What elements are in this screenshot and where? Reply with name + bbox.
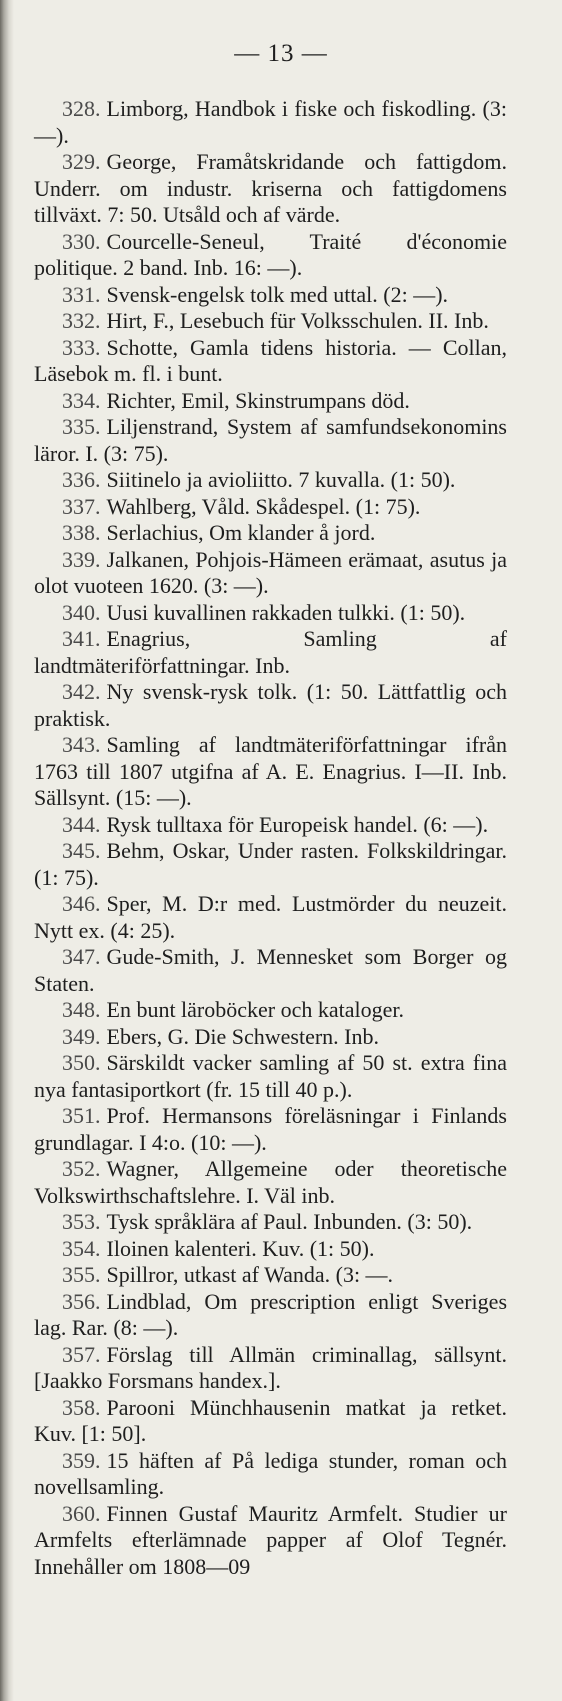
entry-text: Iloinen kalenteri. Kuv. (1: 50).: [106, 1235, 375, 1261]
catalog-entry: [34, 812, 507, 839]
catalog-entry: [34, 547, 507, 600]
entry-text: Sper, M. D:r med. Lustmörder du neuzeit. Nytt ex. (4: 25).: [34, 891, 507, 943]
entry-text: Wahlberg, Våld. Skådespel. (1: 75).: [106, 493, 421, 519]
entry-text: Samling af landtmäteriförfattningar ifrån 1763 till 1807 utgifna af A. E. Enagrius. I—II. Inb. Sällsynt. (15: —).: [34, 732, 507, 810]
entry-number: 347.: [62, 944, 101, 969]
page-number: — 13 —: [234, 40, 328, 67]
catalog-entry: [34, 1050, 507, 1103]
catalog-entry: [34, 494, 507, 521]
entry-number: 356.: [62, 1288, 101, 1314]
entry-number: 345.: [62, 838, 101, 863]
entry-text: Hirt, F., Lesebuch für Volksschulen. II. Inb.: [106, 308, 489, 333]
binding-gutter-shadow: [0, 0, 14, 1701]
catalog-entry: [34, 626, 507, 679]
entry-number: 350.: [62, 1050, 101, 1075]
entry-number: 333.: [62, 334, 101, 360]
entry-number: 348.: [62, 997, 101, 1022]
catalog-entry: [34, 96, 507, 149]
entry-text: Ny svensk-rysk tolk. (1: 50. Lättfattlig och praktisk.: [34, 679, 507, 731]
catalog-entry: [34, 1236, 507, 1263]
entry-text: Spillror, utkast af Wanda. (3: —.: [106, 1262, 394, 1287]
catalog-entry: [34, 1289, 507, 1342]
entry-text: Gude-Smith, J. Mennesket som Borger og Staten.: [34, 944, 507, 996]
entry-number: 346.: [62, 891, 101, 916]
entry-text: Ebers, G. Die Schwestern. Inb.: [106, 1023, 379, 1049]
catalog-entry: [34, 1448, 507, 1501]
catalog-entry: [34, 891, 507, 944]
entry-text: Tysk språklära af Paul. Inbunden. (3: 50).: [106, 1209, 473, 1234]
entry-text: Finnen Gustaf Mauritz Armfelt. Studier ur Armfelts efterlämnade papper af Olof Tegnér. Innehåller om 1808—09: [34, 1500, 507, 1579]
entry-text: Enagrius, Samling af landtmäteriförfattningar. Inb.: [34, 626, 507, 678]
entry-number: 332.: [62, 308, 101, 333]
entry-number: 351.: [62, 1103, 101, 1128]
entry-number: 343.: [62, 732, 101, 757]
entry-number: 335.: [62, 414, 101, 439]
entry-text: Schotte, Gamla tidens historia. — Collan, Läsebok m. fl. i bunt.: [34, 334, 507, 386]
entry-number: 330.: [62, 228, 101, 254]
catalog-entry: [34, 229, 507, 282]
entry-number: 329.: [62, 149, 101, 174]
entry-number: 344.: [62, 811, 101, 837]
entry-text: Wagner, Allgemeine oder theoretische Volkswirthschaftslehre. I. Väl inb.: [34, 1156, 507, 1208]
catalog-entry: [34, 1501, 507, 1581]
entry-number: 334.: [62, 387, 101, 413]
catalog-entry: [34, 308, 507, 335]
catalog-entry: [34, 1209, 507, 1236]
entry-text: Serlachius, Om klander å jord.: [106, 520, 376, 545]
entry-number: 328.: [62, 96, 101, 121]
entry-text: George, Framåtskridande och fattigdom. Underr. om industr. kriserna och fattigdomens tillväxt. 7: 50. Utsåld och af värde.: [34, 149, 507, 227]
entry-number: 340.: [62, 599, 101, 625]
entry-number: 331.: [62, 281, 101, 307]
entry-number: 336.: [62, 467, 101, 492]
entry-text: Förslag till Allmän criminallag, sällsynt. [Jaakko Forsmans handex.].: [34, 1341, 507, 1393]
entry-text: Rysk tulltaxa för Europeisk handel. (6: —).: [106, 811, 489, 837]
catalog-entry: [34, 282, 507, 309]
catalog-entry: [34, 838, 507, 891]
entry-text: Lindblad, Om prescription enligt Sveriges lag. Rar. (8: —).: [34, 1288, 507, 1340]
catalog-entry: [34, 944, 507, 997]
entry-number: 360.: [62, 1500, 101, 1526]
entry-text: Svensk-engelsk tolk med uttal. (2: —).: [106, 281, 449, 307]
entry-text: Uusi kuvallinen rakkaden tulkki. (1: 50).: [106, 599, 466, 625]
catalog-entry: [34, 1262, 507, 1289]
entry-text: Särskildt vacker samling af 50 st. extra fina nya fantasiportkort (fr. 15 till 40 p.).: [34, 1050, 507, 1102]
entry-number: 359.: [62, 1447, 101, 1473]
entry-number: 338.: [62, 520, 101, 545]
catalog-entry: [34, 1342, 507, 1395]
entry-text: Limborg, Handbok i fiske och fiskodling. (3: —).: [34, 96, 507, 148]
entry-number: 357.: [62, 1341, 101, 1367]
catalog-entries: [34, 96, 507, 1580]
entry-number: 342.: [62, 679, 101, 704]
entry-text: Siitinelo ja avioliitto. 7 kuvalla. (1: 50).: [106, 467, 456, 492]
catalog-entry: [34, 1156, 507, 1209]
entry-number: 354.: [62, 1235, 101, 1261]
entry-number: 353.: [62, 1209, 101, 1234]
catalog-entry: [34, 1103, 507, 1156]
catalog-entry: [34, 335, 507, 388]
entry-text: Courcelle-Seneul, Traité d'économie politique. 2 band. Inb. 16: —).: [34, 228, 507, 280]
entry-text: 15 häften af På lediga stunder, roman och novellsamling.: [34, 1447, 507, 1499]
entry-number: 352.: [62, 1156, 101, 1181]
catalog-entry: [34, 679, 507, 732]
entry-text: Jalkanen, Pohjois-Hämeen erämaat, asutus ja olot vuoteen 1620. (3: —).: [34, 546, 507, 598]
catalog-entry: [34, 997, 507, 1024]
catalog-entry: [34, 600, 507, 627]
catalog-entry: [34, 149, 507, 229]
entry-number: 349.: [62, 1023, 101, 1049]
entry-text: En bunt läroböcker och kataloger.: [106, 997, 405, 1022]
catalog-entry: [34, 732, 507, 812]
catalog-entry: [34, 388, 507, 415]
entry-text: Liljenstrand, System af samfundsekonomins läror. I. (3: 75).: [34, 414, 507, 466]
entry-number: 339.: [62, 546, 101, 572]
catalog-entry: [34, 467, 507, 494]
entry-text: Prof. Hermansons föreläsningar i Finlands grundlagar. I 4:o. (10: —).: [34, 1103, 507, 1155]
entry-text: Behm, Oskar, Under rasten. Folkskildringar. (1: 75).: [34, 838, 507, 890]
entry-text: Parooni Münchhausenin matkat ja retket. Kuv. [1: 50].: [34, 1394, 507, 1446]
catalog-entry: [34, 1395, 507, 1448]
catalog-entry: [34, 520, 507, 547]
entry-number: 341.: [62, 626, 101, 651]
entry-number: 337.: [62, 493, 101, 519]
catalog-entry: [34, 414, 507, 467]
entry-number: 355.: [62, 1262, 101, 1287]
entry-text: Richter, Emil, Skinstrumpans död.: [106, 387, 410, 413]
catalog-entry: [34, 1024, 507, 1051]
entry-number: 358.: [62, 1394, 101, 1420]
